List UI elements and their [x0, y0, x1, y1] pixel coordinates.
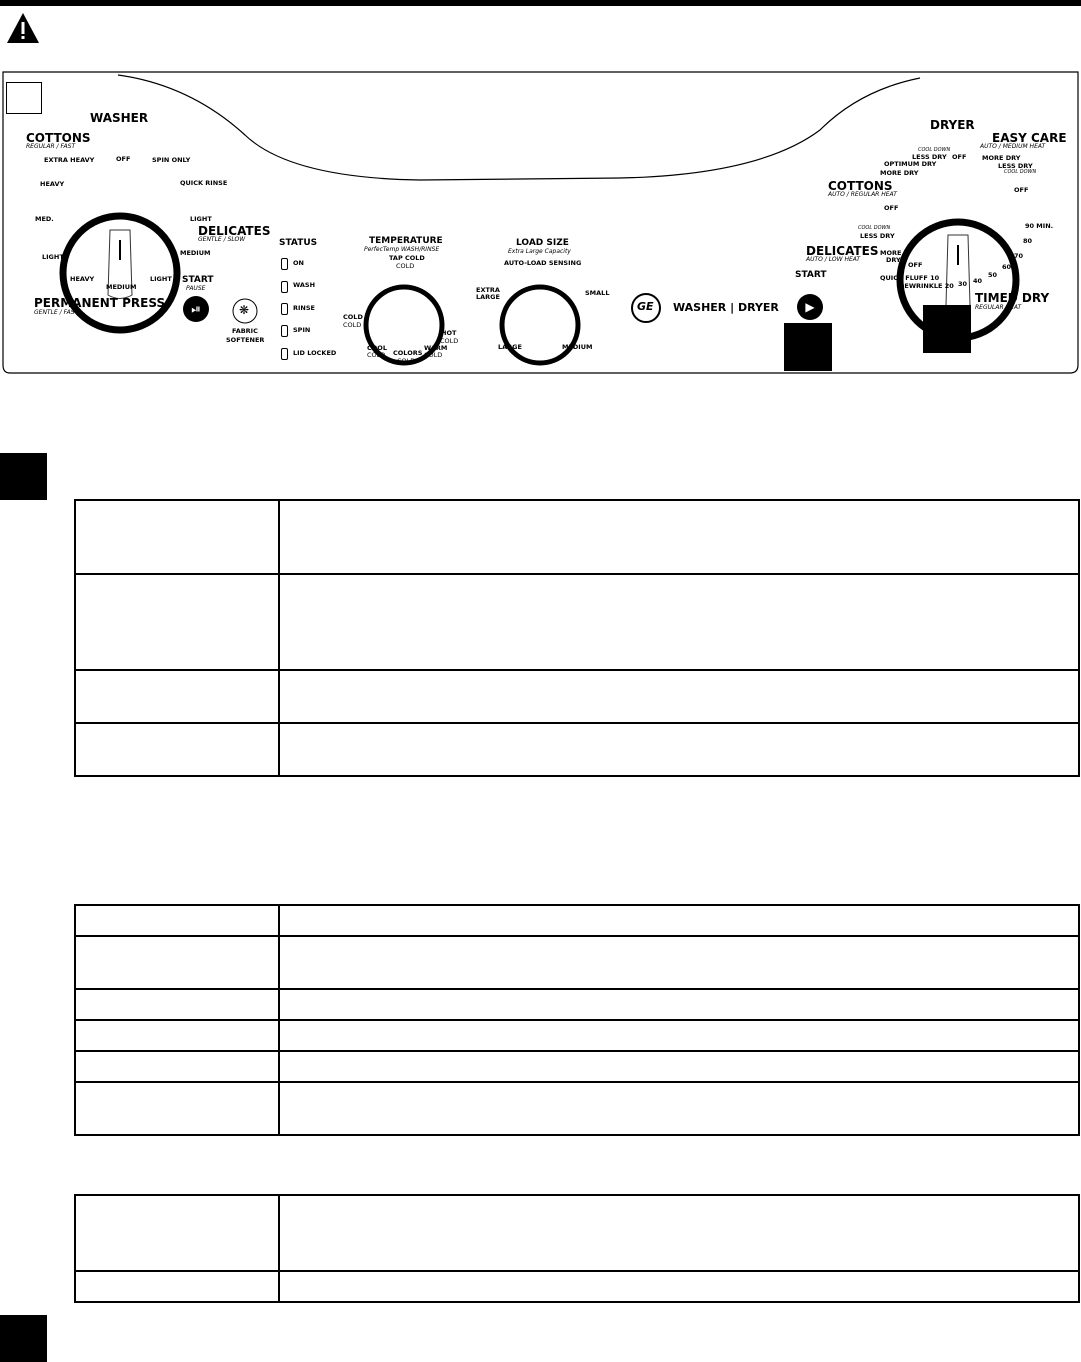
table-2 [74, 904, 1080, 1136]
permanent-press-label: PERMANENT PRESS [34, 296, 166, 310]
load-label: SMALL [585, 289, 610, 297]
brand-label: WASHER | DRYER [673, 301, 779, 314]
status-led [281, 281, 288, 293]
top-rule [0, 0, 1081, 6]
status-led [281, 325, 288, 337]
temp-label: COLD [367, 351, 386, 359]
temp-label: COLD [440, 337, 459, 345]
status-item: LID LOCKED [293, 349, 337, 357]
dryer-dial-label: 30 [958, 280, 968, 288]
dryer-dial-label: LESS DRY [860, 232, 895, 240]
dryer-dial-label: MORE DRY [880, 169, 919, 177]
section-marker [0, 453, 47, 500]
washer-dial-label: MED. [35, 215, 54, 223]
status-led [281, 258, 288, 270]
callout-box [784, 323, 832, 371]
dryer-dial-label: LESS DRY [912, 153, 947, 161]
delicates-label: DELICATES [198, 224, 271, 238]
dryer-dial-label: MORE [880, 249, 902, 257]
washer-dial-label: SPIN ONLY [152, 156, 191, 164]
dryer-dial-label: 80 [1023, 237, 1033, 245]
washer-dial-label: LIGHT [42, 253, 64, 261]
status-title: STATUS [279, 238, 318, 248]
dryer-dial-label: LESS DRY [998, 162, 1033, 170]
washer-pause-label: PAUSE [186, 285, 206, 292]
dryer-dial-label: 60 [1002, 263, 1012, 271]
load-size-title: LOAD SIZE [516, 238, 569, 248]
cottons-sub: REGULAR / FAST [26, 143, 76, 150]
status-led [281, 303, 288, 315]
status-item: SPIN [293, 326, 311, 334]
washer-dial-label: LIGHT [150, 275, 172, 283]
dryer-dial-label: QUICK FLUFF 10 [880, 274, 940, 282]
washer-dial-label: HEAVY [70, 275, 95, 283]
dryer-start-button[interactable]: ▶ [797, 294, 823, 320]
dryer-start-label: START [795, 270, 827, 280]
temp-label: WARM [424, 344, 448, 352]
dryer-dial-label: 40 [973, 277, 983, 285]
dryer-dial-label: OFF [1014, 186, 1029, 194]
delicates-sub: GENTLE / SLOW [198, 236, 246, 243]
dryer-dial-label: DEWRINKLE 20 [899, 282, 954, 290]
table-row [75, 574, 1079, 670]
temp-label: COLD [343, 313, 363, 321]
load-label: LARGE [476, 293, 500, 301]
washer-dial-label: EXTRA HEAVY [44, 156, 95, 164]
washer-dial-label: LIGHT [190, 215, 212, 223]
status-led [281, 348, 288, 360]
timed-dry-sub: REGULAR HEAT [975, 304, 1022, 311]
washer-dial-label: MEDIUM [106, 283, 137, 291]
table-row [75, 989, 1079, 1020]
dryer-delicates-sub: AUTO / LOW HEAT [806, 256, 861, 263]
washer-dial-label: QUICK RINSE [180, 179, 228, 187]
dryer-delicates-label: DELICATES [806, 244, 879, 258]
dryer-dial-label: 50 [988, 271, 998, 279]
load-label: MEDIUM [562, 343, 593, 351]
temp-label: COOL [367, 344, 387, 352]
dryer-dial-label: OFF [952, 153, 967, 161]
table-row [75, 905, 1079, 936]
load-label: EXTRA [476, 286, 500, 294]
washer-start-pause-button[interactable]: ⏯ [183, 296, 209, 322]
table-row [75, 670, 1079, 723]
dryer-dial-label: OFF [884, 204, 899, 212]
temp-label: COLD [396, 262, 415, 270]
energy-star-icon [6, 82, 42, 114]
easy-care-label: EASY CARE [992, 131, 1067, 145]
dryer-dial-label: OFF [908, 261, 923, 269]
table-row [75, 1020, 1079, 1051]
permanent-press-sub: GENTLE / FAST [34, 309, 79, 316]
dryer-cottons-label: COTTONS [828, 179, 893, 193]
control-panel [0, 60, 1081, 380]
table-row [75, 936, 1079, 989]
load-size-subtitle: Extra Large Capacity [508, 248, 571, 255]
dryer-dial-label: COOL DOWN [858, 225, 891, 231]
timed-dry-label: TIMED DRY [975, 291, 1050, 305]
washer-dial-label: HEAVY [40, 180, 65, 188]
section-marker [0, 1315, 47, 1362]
table-row [75, 1051, 1079, 1082]
cottons-label: COTTONS [26, 131, 91, 145]
table-3 [74, 1194, 1080, 1303]
fabric-softener-icon: ❋ [239, 303, 250, 317]
ge-logo-icon: GE [637, 300, 654, 313]
dryer-dial-label: COOL DOWN [918, 147, 951, 153]
dryer-dial-label: OPTIMUM DRY [884, 160, 937, 168]
table-row [75, 500, 1079, 574]
dryer-dial-label: DRY [886, 256, 901, 264]
easy-care-sub: AUTO / MEDIUM HEAT [980, 143, 1046, 150]
load-label: LARGE [498, 343, 522, 351]
temp-label: COLD [424, 351, 443, 359]
table-row [75, 1271, 1079, 1302]
dryer-cottons-sub: AUTO / REGULAR HEAT [828, 191, 897, 198]
table-1 [74, 499, 1080, 777]
washer-title: WASHER [90, 111, 149, 125]
temp-label: COLD [343, 321, 362, 329]
temperature-subtitle: PerfecTemp WASH/RINSE [364, 246, 440, 253]
fabric-softener-label: FABRIC [232, 327, 258, 335]
temp-label: COLD [397, 357, 416, 365]
callout-box [923, 305, 971, 353]
load-label: AUTO-LOAD SENSING [504, 259, 582, 267]
panel-outline [0, 60, 1081, 380]
temp-label: TAP COLD [389, 254, 425, 262]
washer-dial-label: MEDIUM [180, 249, 211, 257]
dryer-dial-label: 90 MIN. [1025, 222, 1054, 230]
table-row [75, 1082, 1079, 1135]
dryer-title: DRYER [930, 118, 975, 132]
status-item: WASH [293, 281, 316, 289]
dryer-dial-label: MORE DRY [982, 154, 1021, 162]
warning-icon [6, 12, 40, 44]
status-item: RINSE [293, 304, 315, 312]
table-row [75, 1195, 1079, 1271]
temp-label: COLORS [393, 349, 423, 357]
fabric-softener-label: SOFTENER [226, 336, 265, 344]
temp-label: HOT [441, 329, 457, 337]
temperature-title: TEMPERATURE [369, 236, 443, 246]
dryer-dial-label: 70 [1014, 252, 1024, 260]
dryer-dial-label: COOL DOWN [1004, 169, 1037, 175]
washer-start-label: START [182, 275, 214, 285]
status-item: ON [293, 259, 304, 267]
table-row [75, 723, 1079, 776]
washer-dial-label: OFF [116, 155, 131, 163]
